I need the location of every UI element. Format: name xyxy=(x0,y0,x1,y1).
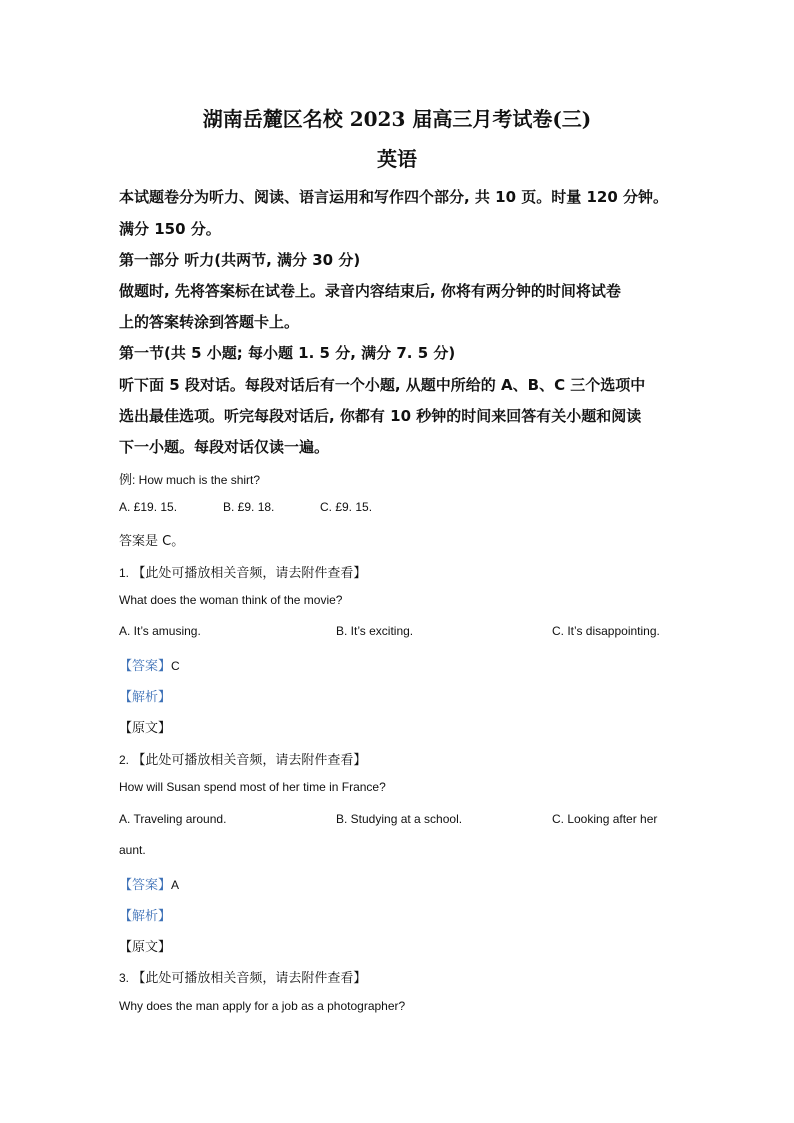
question-2-option-a: A. Traveling around. xyxy=(119,812,227,826)
section-instruction-line-3: 下一小题。每段对话仅读一遍。 xyxy=(119,438,330,456)
question-2-original: 【原文】 xyxy=(119,940,172,955)
question-2-answer-value: A xyxy=(171,878,180,892)
question-3-number: 3. xyxy=(119,971,130,985)
question-2-answer xyxy=(119,874,179,893)
example-prefix: 例 xyxy=(119,473,133,488)
instruction-line-1: 做题时, 先将答案标在试卷上。录音内容结束后, 你将有两分钟的时间将试卷 xyxy=(119,282,621,300)
part-one-heading: 第一部分 听力(共两节, 满分 30 分) xyxy=(119,251,361,269)
example-answer: 答案是 C。 xyxy=(119,534,185,549)
question-2-option-c: C. Looking after her xyxy=(552,812,658,826)
question-3-audio xyxy=(119,967,366,986)
exam-title: 湖南岳麓区名校 2023 届高三月考试卷(三) xyxy=(202,107,592,131)
question-1-answer-value: C xyxy=(171,659,180,673)
question-2-number: 2. xyxy=(119,753,130,767)
question-2-text: How will Susan spend most of her time in France? xyxy=(119,780,386,794)
question-1-original: 【原文】 xyxy=(119,721,172,736)
question-1-answer xyxy=(119,655,180,674)
answer-label: 【答案】 xyxy=(119,878,172,893)
question-1-option-a: A. It’s amusing. xyxy=(119,624,201,638)
instruction-line-2: 上的答案转涂到答题卡上。 xyxy=(119,313,300,331)
question-2-audio-note: 【此处可播放相关音频，请去附件查看】 xyxy=(132,753,367,768)
question-2-option-c-wrap: aunt. xyxy=(119,843,146,857)
intro-line-2: 满分 150 分。 xyxy=(119,220,221,238)
question-1-audio-note: 【此处可播放相关音频，请去附件查看】 xyxy=(132,566,367,581)
question-2-option-b: B. Studying at a school. xyxy=(336,812,463,826)
question-2-audio xyxy=(119,749,366,768)
question-1-option-b: B. It’s exciting. xyxy=(336,624,414,638)
example-option-b: B. £9. 18. xyxy=(223,500,275,514)
question-3-audio-note: 【此处可播放相关音频，请去附件查看】 xyxy=(132,971,367,986)
subject-title: 英语 xyxy=(377,147,417,171)
section-one-heading: 第一节(共 5 小题; 每小题 1. 5 分, 满分 7. 5 分) xyxy=(119,344,456,362)
question-1-number: 1. xyxy=(119,566,130,580)
question-1-option-c: C. It’s disappointing. xyxy=(552,624,660,638)
example-option-c: C. £9. 15. xyxy=(320,500,373,514)
example-question xyxy=(119,469,260,488)
question-2-analysis: 【解析】 xyxy=(119,909,172,924)
question-1-audio xyxy=(119,562,366,581)
section-instruction-line-1: 听下面 5 段对话。每段对话后有一个小题, 从题中所给的 A、B、C 三个选项中 xyxy=(119,376,646,394)
example-option-a: A. £19. 15. xyxy=(119,500,178,514)
question-1-text: What does the woman think of the movie? xyxy=(119,593,343,607)
question-1-analysis: 【解析】 xyxy=(119,690,172,705)
answer-label: 【答案】 xyxy=(119,659,172,674)
question-3-text: Why does the man apply for a job as a photographer? xyxy=(119,999,406,1013)
intro-line-1: 本试题卷分为听力、阅读、语言运用和写作四个部分, 共 10 页。时量 120 分钟。 xyxy=(119,188,668,206)
example-question-text: : How much is the shirt? xyxy=(132,473,261,487)
section-instruction-line-2: 选出最佳选项。听完每段对话后, 你都有 10 秒钟的时间来回答有关小题和阅读 xyxy=(119,407,642,425)
